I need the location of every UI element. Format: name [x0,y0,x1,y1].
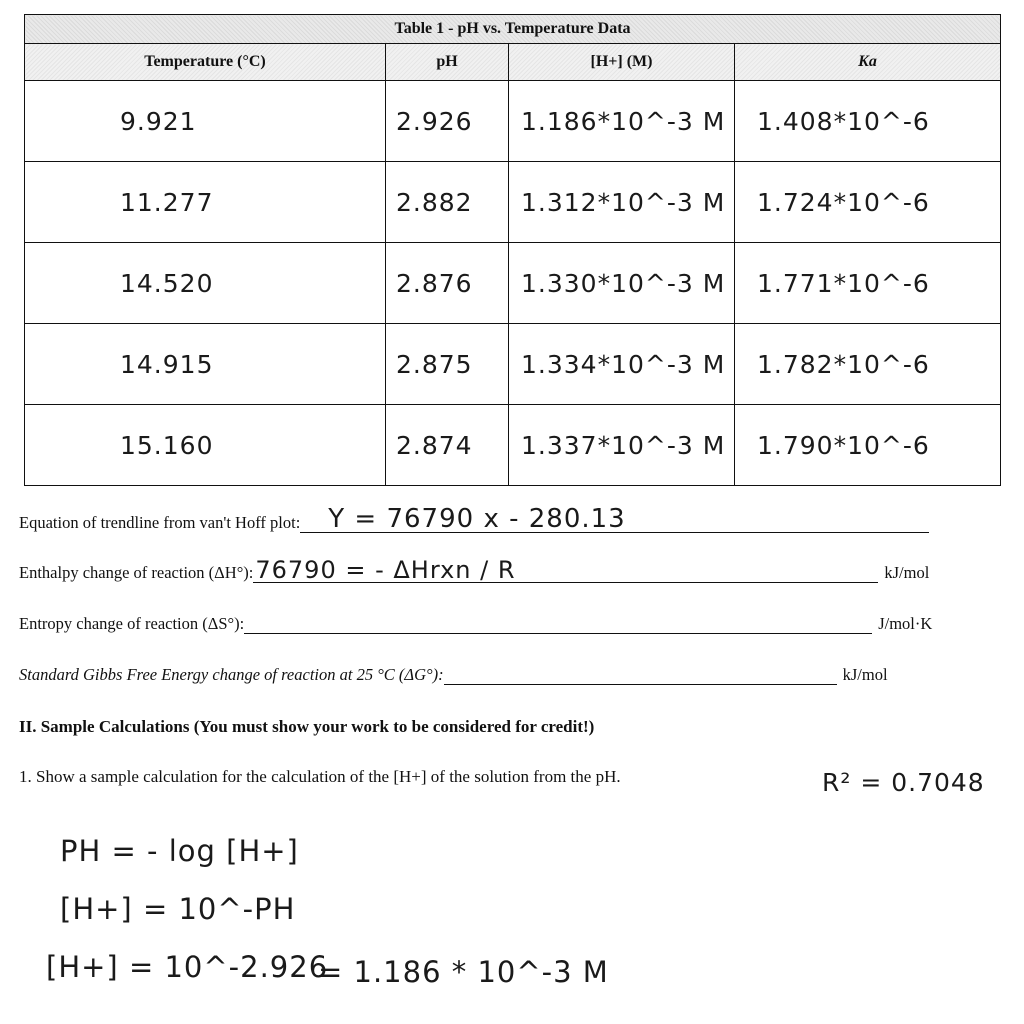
table-row [25,162,1001,243]
cell-ka: 1.790*10^-6 [735,405,1001,486]
enthalpy-field[interactable] [253,556,878,584]
cell-ph: 2.874 [386,405,509,486]
table-row [25,405,1001,486]
table-row [25,81,1001,162]
header-h-concentration: [H+] (M) [509,44,735,81]
cell-h-concentration: 1.330*10^-3 M [509,243,735,324]
cell-ka: 1.782*10^-6 [735,324,1001,405]
cell-h-concentration: 1.312*10^-3 M [509,162,735,243]
work-line-3: [H+] = 10^-2.926 [46,950,329,984]
entropy-row [19,611,932,634]
question-1: 1. Show a sample calculation for the calculation of the [H+] of the solution from the pH. [19,767,621,786]
gibbs-row [19,662,888,685]
header-temperature: Temperature (°C) [25,44,386,81]
enthalpy-row [19,556,930,584]
cell-ka: 1.408*10^-6 [735,81,1001,162]
cell-ph: 2.882 [386,162,509,243]
work-line-4: = 1.186 * 10^-3 M [318,955,609,989]
trendline-label: Equation of trendline from van't Hoff plot: [19,513,301,532]
data-table [24,14,1000,485]
cell-ka: 1.771*10^-6 [735,243,1001,324]
gibbs-field[interactable] [444,662,837,685]
header-ph: pH [386,44,509,81]
table-title: Table 1 - pH vs. Temperature Data [25,15,1001,44]
enthalpy-unit: kJ/mol [884,563,930,582]
cell-temperature: 14.520 [25,243,386,324]
cell-ph: 2.875 [386,324,509,405]
entropy-label: Entropy change of reaction (ΔS°): [19,614,245,633]
work-line-2: [H+] = 10^-PH [60,892,296,926]
r-squared-note: R² = 0.7048 [822,768,985,797]
trendline-field[interactable] [300,504,929,534]
gibbs-unit: kJ/mol [842,665,888,684]
work-line-1: PH = - log [H+] [60,834,299,868]
cell-temperature: 14.915 [25,324,386,405]
gibbs-label: Standard Gibbs Free Energy change of reaction at 25 °C (ΔG°): [19,665,444,684]
cell-h-concentration: 1.186*10^-3 M [509,81,735,162]
enthalpy-answer: 76790 = - ΔHrxn / R [255,556,516,584]
cell-h-concentration: 1.334*10^-3 M [509,324,735,405]
section-title: II. Sample Calculations (You must show your work to be considered for credit!) [19,717,595,736]
cell-ph: 2.926 [386,81,509,162]
header-ka: Ka [735,44,1001,81]
trendline-row [19,504,929,534]
table-row [25,243,1001,324]
cell-ph: 2.876 [386,243,509,324]
table-row [25,324,1001,405]
entropy-field[interactable] [244,611,872,634]
cell-temperature: 11.277 [25,162,386,243]
enthalpy-label: Enthalpy change of reaction (ΔH°): [19,563,254,582]
cell-ka: 1.724*10^-6 [735,162,1001,243]
cell-temperature: 15.160 [25,405,386,486]
entropy-unit: J/mol·K [878,614,933,633]
trendline-answer: Y = 76790 x - 280.13 [328,504,626,534]
cell-h-concentration: 1.337*10^-3 M [509,405,735,486]
cell-temperature: 9.921 [25,81,386,162]
